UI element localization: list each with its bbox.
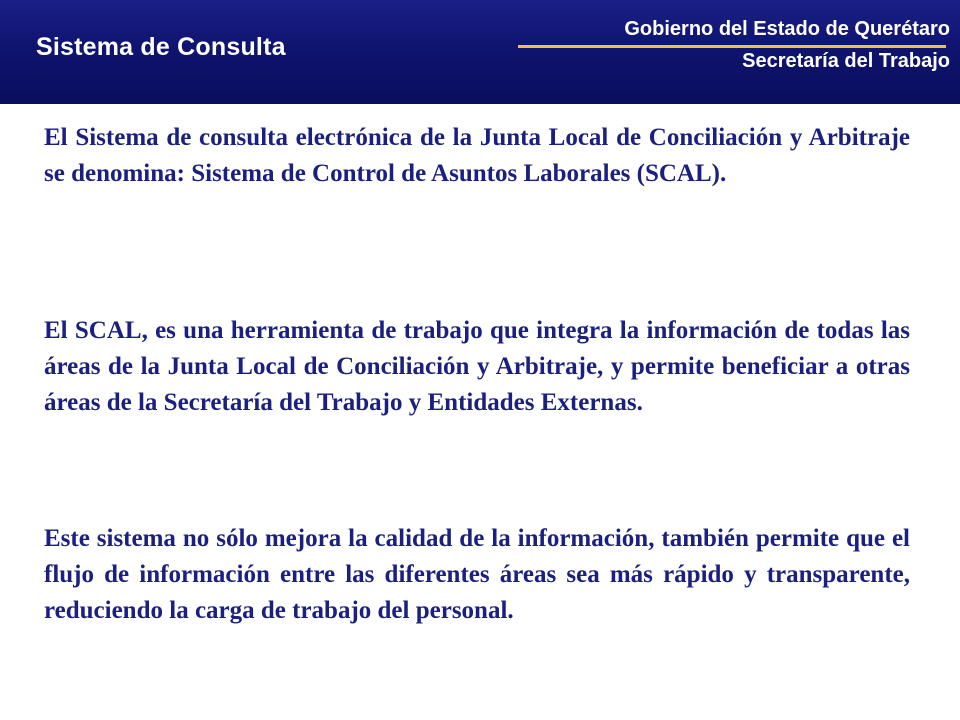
secretariat-name: Secretaría del Trabajo xyxy=(742,50,950,72)
paragraph-scal-integration: El SCAL, es una herramienta de trabajo que integra la información de todas las áreas de la Junta Local de Conciliación y Arbitraje, y permite beneficiar a otras áreas de la Secretaría del Trabajo y Entidades Externas. xyxy=(44,317,910,416)
organization-block xyxy=(624,16,950,74)
paragraph-scal-benefits: Este sistema no sólo mejora la calidad de la información, también permite que el flujo de información entre las diferentes áreas sea más rápido y transparente, reduciendo la carga de trabajo del personal. xyxy=(44,525,910,624)
government-name: Gobierno del Estado de Querétaro xyxy=(624,18,950,40)
header-bar xyxy=(0,0,960,104)
page-title: Sistema de Consulta xyxy=(36,33,286,61)
paragraph-scal-definition: El Sistema de consulta electrónica de la Junta Local de Conciliación y Arbitraje se denomina: Sistema de Control de Asuntos Laborales (SCAL). xyxy=(44,124,910,187)
